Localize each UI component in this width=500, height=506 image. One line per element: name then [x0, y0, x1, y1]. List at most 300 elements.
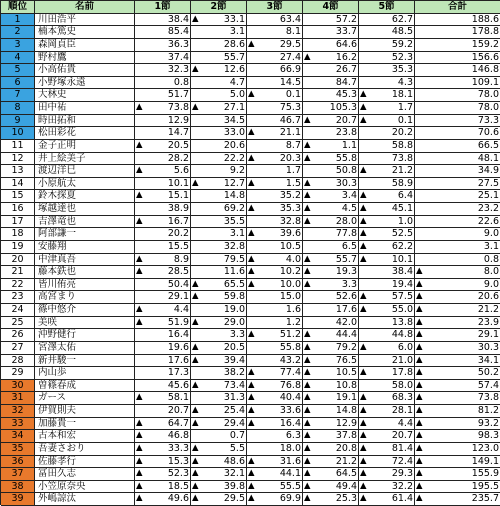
- score-cell: 46.7: [247, 115, 303, 128]
- rank-cell: 36: [1, 456, 35, 469]
- name-cell: 内山歩: [35, 367, 135, 380]
- score-cell: 69.2: [191, 203, 247, 216]
- score-cell: ▲ 76.8: [248, 379, 301, 391]
- score-cell: 4.3: [359, 77, 415, 90]
- total-cell: ▲ 81.2: [416, 405, 499, 417]
- score-cell: ▲ 33.1: [192, 13, 245, 25]
- score-cell: 20.2: [359, 127, 415, 140]
- total-cell: 70.6: [415, 127, 500, 140]
- score-cell: ▲ 28.0: [304, 215, 357, 227]
- score-cell: ▲ 32.2: [360, 480, 413, 492]
- score-cell: 0.8: [135, 77, 191, 90]
- rank-cell: 39: [1, 493, 35, 506]
- rank-cell: 29: [1, 367, 35, 380]
- score-cell: ▲ 18.1: [360, 89, 413, 101]
- name-cell: 藤本鉄也: [35, 266, 135, 279]
- score-cell: ▲ 20.7: [304, 114, 357, 126]
- score-cell: ▲ 65.5: [192, 278, 245, 290]
- rank-cell: 18: [1, 228, 35, 241]
- rank-cell: 15: [1, 190, 35, 203]
- score-cell: ▲ 32.1: [192, 468, 245, 480]
- score-cell: 44.8: [359, 329, 415, 342]
- score-cell: 21.0: [359, 355, 415, 368]
- name-cell: 高宮まり: [35, 291, 135, 304]
- total-cell: 156.6: [415, 52, 500, 65]
- score-cell: ▲ 4.4: [136, 304, 189, 316]
- total-cell: ▲ 34.1: [416, 354, 499, 366]
- score-cell: ▲ 1.0: [360, 215, 413, 227]
- name-cell: 大林史: [35, 89, 135, 102]
- total-cell: 3.1: [415, 241, 500, 254]
- score-cell: ▲ 10.1: [360, 253, 413, 265]
- score-cell: ▲ 29.0: [192, 316, 245, 328]
- name-cell: 井上絵美子: [35, 153, 135, 166]
- score-cell: 26.7: [303, 64, 359, 77]
- rank-cell: 26: [1, 329, 35, 342]
- rank-cell: 19: [1, 241, 35, 254]
- name-cell: 松田彩花: [35, 127, 135, 140]
- header-session-3: 3節: [247, 1, 303, 14]
- score-cell: ▲ 3.4: [304, 190, 357, 202]
- score-cell: ▲ 16.4: [248, 417, 301, 429]
- total-cell: ▲ 20.6: [416, 291, 499, 303]
- score-cell: 20.2: [135, 228, 191, 241]
- rank-cell: 10: [1, 127, 35, 140]
- score-cell: ▲ 44.1: [248, 468, 301, 480]
- score-cell: ▲ 58.1: [136, 392, 189, 404]
- rank-cell: 22: [1, 279, 35, 292]
- name-cell: 野村鷹: [35, 52, 135, 65]
- score-cell: ▲ 33.3: [136, 442, 189, 454]
- total-cell: 109.1: [415, 77, 500, 90]
- score-cell: 5.0: [191, 89, 247, 102]
- score-cell: 35.3: [359, 64, 415, 77]
- name-cell: ガース: [35, 392, 135, 405]
- score-cell: 17.6: [303, 304, 359, 317]
- score-cell: 84.7: [303, 77, 359, 90]
- total-cell: 178.8: [415, 26, 500, 39]
- score-cell: ▲ 12.9: [304, 417, 357, 429]
- total-cell: ▲ 235.7: [416, 493, 499, 505]
- rank-cell: 5: [1, 64, 35, 77]
- score-cell: ▲ 52.3: [136, 468, 189, 480]
- score-cell: ▲ 25.3: [304, 493, 357, 505]
- score-cell: 15.0: [247, 291, 303, 304]
- score-cell: ▲ 4.5: [304, 203, 357, 215]
- score-cell: ▲ 1.5: [248, 177, 301, 189]
- score-cell: ▲ 39.4: [192, 354, 245, 366]
- rank-cell: 4: [1, 52, 35, 65]
- name-cell: 阿部謙一: [35, 228, 135, 241]
- rank-cell: 27: [1, 342, 35, 355]
- name-cell: 古本和宏: [35, 430, 135, 443]
- score-cell: 59.2: [359, 39, 415, 52]
- score-cell: 9.2: [191, 165, 247, 178]
- score-cell: ▲ 14.8: [304, 405, 357, 417]
- name-cell: 小笠原奈央: [35, 481, 135, 494]
- total-cell: 22.6: [415, 216, 500, 229]
- score-cell: ▲ 21.2: [360, 165, 413, 177]
- total-cell: 66.5: [415, 140, 500, 153]
- score-cell: 20.7: [135, 405, 191, 418]
- total-cell: 48.1: [415, 153, 500, 166]
- rank-cell: 35: [1, 443, 35, 456]
- score-cell: ▲ 20.5: [136, 139, 189, 151]
- rank-cell: 24: [1, 304, 35, 317]
- name-cell: 加藤貴一: [35, 418, 135, 431]
- name-cell: 美咲: [35, 317, 135, 330]
- score-cell: ▲ 52.5: [360, 228, 413, 240]
- rank-cell: 32: [1, 405, 35, 418]
- score-cell: ▲ 48.6: [192, 455, 245, 467]
- total-cell: 9.0: [415, 228, 500, 241]
- name-cell: 皆川侑亮: [35, 279, 135, 292]
- score-cell: ▲ 29.4: [192, 417, 245, 429]
- score-cell: 33.0: [191, 127, 247, 140]
- score-cell: 37.4: [135, 52, 191, 65]
- total-cell: ▲ 73.8: [416, 392, 499, 404]
- score-cell: 45.3: [303, 89, 359, 102]
- score-cell: 45.6: [135, 380, 191, 393]
- total-cell: ▲ 195.5: [416, 480, 499, 492]
- score-cell: ▲ 15.1: [136, 190, 189, 202]
- score-cell: ▲ 6.4: [360, 190, 413, 202]
- score-cell: 1.6: [247, 304, 303, 317]
- score-cell: 48.5: [359, 26, 415, 39]
- total-cell: ▲ 30.3: [416, 341, 499, 353]
- score-cell: 14.5: [247, 77, 303, 90]
- score-cell: 38.9: [135, 203, 191, 216]
- score-cell: ▲ 33.6: [248, 405, 301, 417]
- score-cell: 19.6: [135, 342, 191, 355]
- header-rank: 順位: [1, 1, 35, 14]
- total-cell: 25.1: [415, 190, 500, 203]
- score-cell: 38.2: [191, 367, 247, 380]
- score-cell: 18.0: [247, 443, 303, 456]
- score-cell: ▲ 37.8: [304, 430, 357, 442]
- score-cell: 28.6: [191, 39, 247, 52]
- score-cell: ▲ 35.3: [248, 203, 301, 215]
- score-cell: 35.5: [191, 216, 247, 229]
- score-cell: 55.8: [247, 342, 303, 355]
- score-cell: ▲ 28.5: [136, 266, 189, 278]
- score-cell: 19.4: [359, 279, 415, 292]
- rank-cell: 30: [1, 380, 35, 393]
- score-cell: ▲ 68.3: [360, 392, 413, 404]
- total-cell: 73.3: [415, 115, 500, 128]
- score-cell: 33.7: [303, 26, 359, 39]
- score-cell: 29.1: [135, 291, 191, 304]
- name-cell: 楠本篤史: [35, 26, 135, 39]
- score-cell: 62.7: [359, 14, 415, 27]
- name-cell: 吉澤竜也: [35, 216, 135, 229]
- score-cell: 15.5: [135, 241, 191, 254]
- score-cell: 32.3: [135, 64, 191, 77]
- score-cell: 14.7: [135, 127, 191, 140]
- score-cell: 13.8: [359, 317, 415, 330]
- rank-cell: 11: [1, 140, 35, 153]
- rank-cell: 28: [1, 355, 35, 368]
- score-cell: ▲ 73.8: [136, 102, 189, 114]
- score-cell: ▲ 4.4: [360, 417, 413, 429]
- score-cell: ▲ 0.1: [248, 89, 301, 101]
- score-cell: 35.2: [247, 190, 303, 203]
- score-cell: ▲ 61.4: [360, 493, 413, 505]
- score-cell: ▲ 49.6: [136, 493, 189, 505]
- rank-cell: 25: [1, 317, 35, 330]
- header-name: 名前: [35, 1, 135, 14]
- name-cell: 小原航太: [35, 178, 135, 191]
- score-cell: 4.7: [191, 77, 247, 90]
- score-cell: 19.0: [191, 304, 247, 317]
- rank-cell: 7: [1, 89, 35, 102]
- score-cell: ▲ 55.5: [248, 480, 301, 492]
- score-cell: ▲ 5.5: [192, 442, 245, 454]
- name-cell: 安藤翔: [35, 241, 135, 254]
- score-cell: ▲ 30.3: [304, 177, 357, 189]
- rank-cell: 2: [1, 26, 35, 39]
- score-cell: 43.2: [247, 355, 303, 368]
- score-cell: 38.4: [135, 14, 191, 27]
- name-cell: 小高佑貴: [35, 64, 135, 77]
- score-cell: ▲ 21.1: [248, 127, 301, 139]
- name-cell: 鈴木探夏: [35, 190, 135, 203]
- rank-cell: 34: [1, 430, 35, 443]
- score-cell: ▲ 55.7: [304, 253, 357, 265]
- total-cell: ▲ 149.1: [416, 455, 499, 467]
- score-cell: 17.6: [135, 355, 191, 368]
- score-cell: 58.0: [359, 380, 415, 393]
- score-cell: ▲ 18.5: [136, 480, 189, 492]
- score-cell: ▲ 79.2: [304, 341, 357, 353]
- score-cell: ▲ 25.4: [192, 405, 245, 417]
- score-cell: ▲ 29.3: [360, 468, 413, 480]
- score-cell: ▲ 31.6: [248, 455, 301, 467]
- score-cell: ▲ 39.6: [248, 228, 301, 240]
- name-cell: 田中祐: [35, 102, 135, 115]
- score-cell: ▲ 3.3: [304, 278, 357, 290]
- score-cell: ▲ 19.3: [304, 266, 357, 278]
- rank-cell: 12: [1, 153, 35, 166]
- score-cell: 75.3: [247, 102, 303, 115]
- header-total: 合計: [415, 1, 500, 14]
- name-cell: 中津真吾: [35, 254, 135, 267]
- score-cell: ▲ 29.5: [248, 38, 301, 50]
- score-cell: 42.0: [303, 317, 359, 330]
- score-cell: 3.1: [191, 26, 247, 39]
- score-cell: 55.7: [191, 52, 247, 65]
- total-cell: 0.8: [415, 254, 500, 267]
- score-cell: ▲ 76.5: [304, 354, 357, 366]
- rank-cell: 31: [1, 392, 35, 405]
- score-cell: 11.6: [191, 266, 247, 279]
- name-cell: 吾妻さおり: [35, 443, 135, 456]
- score-cell: 16.4: [135, 329, 191, 342]
- score-cell: 27.4: [247, 52, 303, 65]
- total-cell: 188.6: [415, 14, 500, 27]
- name-cell: 新井駿一: [35, 355, 135, 368]
- score-cell: ▲ 46.8: [136, 430, 189, 442]
- total-cell: ▲ 9.0: [416, 278, 499, 290]
- score-cell: ▲ 81.4: [360, 442, 413, 454]
- score-cell: 8.7: [247, 140, 303, 153]
- score-cell: ▲ 27.1: [192, 102, 245, 114]
- score-cell: ▲ 45.1: [360, 203, 413, 215]
- total-cell: ▲ 29.1: [416, 329, 499, 341]
- header-session-2: 2節: [191, 1, 247, 14]
- total-cell: 159.2: [415, 39, 500, 52]
- score-cell: 1.7: [247, 165, 303, 178]
- score-cell: ▲ 0.1: [360, 114, 413, 126]
- score-cell: 64.6: [303, 39, 359, 52]
- name-cell: 曽篠春成: [35, 380, 135, 393]
- header-session-5: 5節: [359, 1, 415, 14]
- rank-cell: 1: [1, 14, 35, 27]
- name-cell: 佐藤孝行: [35, 456, 135, 469]
- score-cell: 8.1: [247, 26, 303, 39]
- score-cell: ▲ 64.5: [304, 468, 357, 480]
- total-cell: ▲ 155.9: [416, 468, 499, 480]
- score-cell: 38.4: [359, 266, 415, 279]
- score-cell: 31.3: [191, 392, 247, 405]
- rank-cell: 20: [1, 254, 35, 267]
- score-cell: ▲ 62.2: [360, 240, 413, 252]
- total-cell: 27.5: [415, 178, 500, 191]
- rank-cell: 16: [1, 203, 35, 216]
- rank-cell: 21: [1, 266, 35, 279]
- score-cell: 51.7: [135, 89, 191, 102]
- score-cell: ▲ 40.4: [248, 392, 301, 404]
- score-cell: 20.6: [191, 140, 247, 153]
- score-cell: 85.4: [135, 26, 191, 39]
- score-cell: 10.5: [247, 241, 303, 254]
- name-cell: 森岡貞臣: [35, 39, 135, 52]
- total-cell: ▲ 23.9: [416, 316, 499, 328]
- name-cell: 冨田久志: [35, 468, 135, 481]
- rank-cell: 13: [1, 165, 35, 178]
- name-cell: 塚越達也: [35, 203, 135, 216]
- score-cell: 50.8: [303, 165, 359, 178]
- total-cell: ▲ 123.0: [416, 442, 499, 454]
- score-cell: 34.5: [191, 115, 247, 128]
- rank-cell: 17: [1, 216, 35, 229]
- score-cell: ▲ 20.3: [248, 152, 301, 164]
- score-cell: ▲ 12.6: [192, 64, 245, 76]
- name-cell: 篠中悠介: [35, 304, 135, 317]
- score-cell: ▲ 8.9: [136, 253, 189, 265]
- score-cell: ▲ 49.4: [304, 480, 357, 492]
- score-cell: 22.2: [191, 153, 247, 166]
- score-cell: ▲ 1.7: [360, 102, 413, 114]
- name-cell: 金子正明: [35, 140, 135, 153]
- name-cell: 宮澤太佑: [35, 342, 135, 355]
- rank-cell: 8: [1, 102, 35, 115]
- score-cell: 6.5: [303, 241, 359, 254]
- score-cell: ▲ 17.8: [360, 367, 413, 379]
- total-cell: 146.8: [415, 64, 500, 77]
- rank-cell: 23: [1, 291, 35, 304]
- score-cell: ▲ 1.1: [304, 139, 357, 151]
- score-cell: 32.8: [247, 216, 303, 229]
- name-cell: 渡辺洋巳: [35, 165, 135, 178]
- score-cell: ▲ 69.9: [248, 493, 301, 505]
- score-cell: ▲ 20.7: [360, 430, 413, 442]
- score-cell: ▲ 10.0: [248, 278, 301, 290]
- score-cell: ▲ 72.4: [360, 455, 413, 467]
- rank-cell: 33: [1, 418, 35, 431]
- score-cell: 79.5: [191, 254, 247, 267]
- total-cell: ▲ 98.3: [416, 430, 499, 442]
- score-cell: ▲ 57.5: [360, 291, 413, 303]
- score-cell: 36.3: [135, 39, 191, 52]
- score-cell: ▲ 44.4: [304, 329, 357, 341]
- score-cell: 3.1: [191, 228, 247, 241]
- score-cell: 77.8: [303, 228, 359, 241]
- rank-cell: 6: [1, 77, 35, 90]
- score-cell: ▲ 10.8: [304, 379, 357, 391]
- score-cell: 58.9: [359, 178, 415, 191]
- name-cell: 伊賀則夫: [35, 405, 135, 418]
- score-cell: ▲ 73.4: [192, 379, 245, 391]
- score-cell: ▲ 51.9: [136, 316, 189, 328]
- score-cell: ▲ 59.8: [192, 291, 245, 303]
- score-cell: 63.4: [247, 14, 303, 27]
- score-cell: 14.8: [191, 190, 247, 203]
- header-session-1: 1節: [135, 1, 191, 14]
- score-cell: ▲ 20.8: [304, 442, 357, 454]
- score-cell: ▲ 20.5: [192, 341, 245, 353]
- score-cell: 28.2: [135, 153, 191, 166]
- name-cell: 時田拓和: [35, 115, 135, 128]
- score-cell: ▲ 29.5: [192, 493, 245, 505]
- score-cell: ▲ 10.5: [304, 367, 357, 379]
- name-cell: 外嶋諒汰: [35, 493, 135, 506]
- total-cell: ▲ 21.2: [416, 304, 499, 316]
- score-cell: 6.3: [247, 430, 303, 443]
- score-cell: ▲ 21.2: [304, 455, 357, 467]
- score-cell: ▲ 39.8: [192, 480, 245, 492]
- total-cell: 23.2: [415, 203, 500, 216]
- score-cell: ▲ 5.6: [136, 165, 189, 177]
- score-cell: ▲ 12.7: [192, 177, 245, 189]
- rank-cell: 9: [1, 115, 35, 128]
- total-cell: ▲ 57.4: [416, 379, 499, 391]
- score-cell: ▲ 55.0: [360, 304, 413, 316]
- total-cell: 34.9: [415, 165, 500, 178]
- total-cell: ▲ 50.2: [416, 367, 499, 379]
- score-cell: ▲ 16.2: [304, 51, 357, 63]
- score-cell: ▲ 4.0: [248, 253, 301, 265]
- score-cell: 10.1: [135, 178, 191, 191]
- score-cell: ▲ 51.2: [248, 329, 301, 341]
- rank-cell: 38: [1, 481, 35, 494]
- rank-cell: 3: [1, 39, 35, 52]
- score-cell: ▲ 77.4: [248, 367, 301, 379]
- score-cell: ▲ 16.7: [136, 215, 189, 227]
- total-cell: ▲ 93.2: [416, 417, 499, 429]
- score-cell: ▲ 64.7: [136, 417, 189, 429]
- score-cell: 52.3: [359, 52, 415, 65]
- score-cell: 3.3: [191, 329, 247, 342]
- score-cell: 17.3: [135, 367, 191, 380]
- name-cell: 沖野健行: [35, 329, 135, 342]
- score-cell: ▲ 15.3: [136, 455, 189, 467]
- score-cell: 105.3: [303, 102, 359, 115]
- score-cell: 1.2: [247, 317, 303, 330]
- name-cell: 川田浩平: [35, 14, 135, 27]
- score-cell: ▲ 10.2: [248, 266, 301, 278]
- total-cell: ▲ 8.0: [416, 266, 499, 278]
